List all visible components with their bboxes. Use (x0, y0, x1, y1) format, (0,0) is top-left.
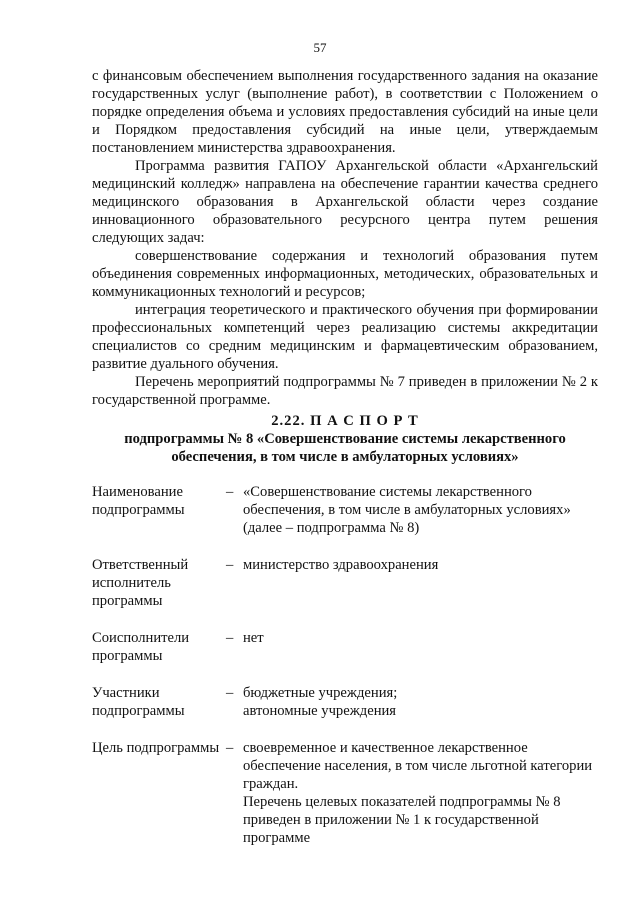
paragraph-task-content: совершенствование содержания и технологий образования путем объединения современных информационных, методических, образовательных и коммуникационных технологий и ресурсов; (92, 248, 598, 300)
passport-label: Участники подпрограммы (92, 685, 185, 719)
passport-value (243, 739, 598, 847)
passport-dash: – (226, 484, 234, 500)
passport-value: министерство здравоохранения (243, 557, 439, 573)
passport-label: Ответственный исполнитель программы (92, 557, 189, 609)
section-subtitle-line-2: обеспечения, в том числе в амбулаторных условиях» (171, 449, 519, 465)
paragraph-funding: с финансовым обеспечением выполнения государственного задания на оказание государственных услуг (выполнение работ), в соответствии с Положением о порядке определения объема и условиях предоставления субсидий на иные цели и Порядком предоставления субсидий на иные цели, утверждаемым постановлением министерства здравоохранения. (92, 68, 598, 156)
passport-value: «Совершенствование системы лекарственного обеспечения, в том числе в амбулаторных условиях» (далее – подпрограмма № 8) (243, 484, 571, 536)
passport-value: нет (243, 630, 264, 646)
section-heading (92, 412, 598, 466)
passport-row-participants (92, 684, 598, 720)
passport-dash: – (226, 557, 234, 573)
passport-label: Наименование подпрограммы (92, 484, 185, 518)
paragraph-task-integration: интеграция теоретического и практического обучения при формировании профессиональных компетенций через реализацию системы аккредитации специалистов со средним медицинским и фармацевтическим образованием, развитие дуального обучения. (92, 302, 598, 372)
passport-dash: – (226, 685, 234, 701)
passport-row-name (92, 483, 598, 537)
passport-row-responsible (92, 556, 598, 610)
paragraph-program-development: Программа развития ГАПОУ Архангельской области «Архангельский медицинский колледж» направлена на обеспечение гарантии качества среднего медицинского образования в Архангельской области через создание инновационного образовательного ресурсного центра путем решения следующих задач: (92, 158, 598, 246)
passport-dash: – (226, 630, 234, 646)
passport-label: Соисполнители программы (92, 630, 190, 664)
passport-value-line: автономные учреждения (243, 703, 397, 719)
passport-row-co-executors (92, 629, 598, 665)
passport-label: Цель подпрограммы (92, 740, 220, 756)
passport-row-goal (92, 739, 598, 847)
page-number: 57 (313, 40, 327, 55)
passport-value-line: бюджетные учреждения; (243, 685, 398, 701)
paragraph-activities-list: Перечень мероприятий подпрограммы № 7 приведен в приложении № 2 к государственной программе. (92, 374, 598, 408)
passport-value (243, 684, 598, 720)
section-title: 2.22. П А С П О Р Т (271, 413, 419, 429)
passport-dash: – (226, 740, 234, 756)
body-text (92, 67, 598, 409)
passport-value-line: Перечень целевых показателей подпрограммы № 8 приведен в приложении № 1 к государственной программе (243, 794, 561, 846)
passport-value-line: своевременное и качественное лекарственное обеспечение населения, в том числе льготной категории граждан. (243, 740, 593, 792)
section-subtitle-line-1: подпрограммы № 8 «Совершенствование системы лекарственного (124, 431, 566, 447)
passport-table (92, 483, 598, 866)
